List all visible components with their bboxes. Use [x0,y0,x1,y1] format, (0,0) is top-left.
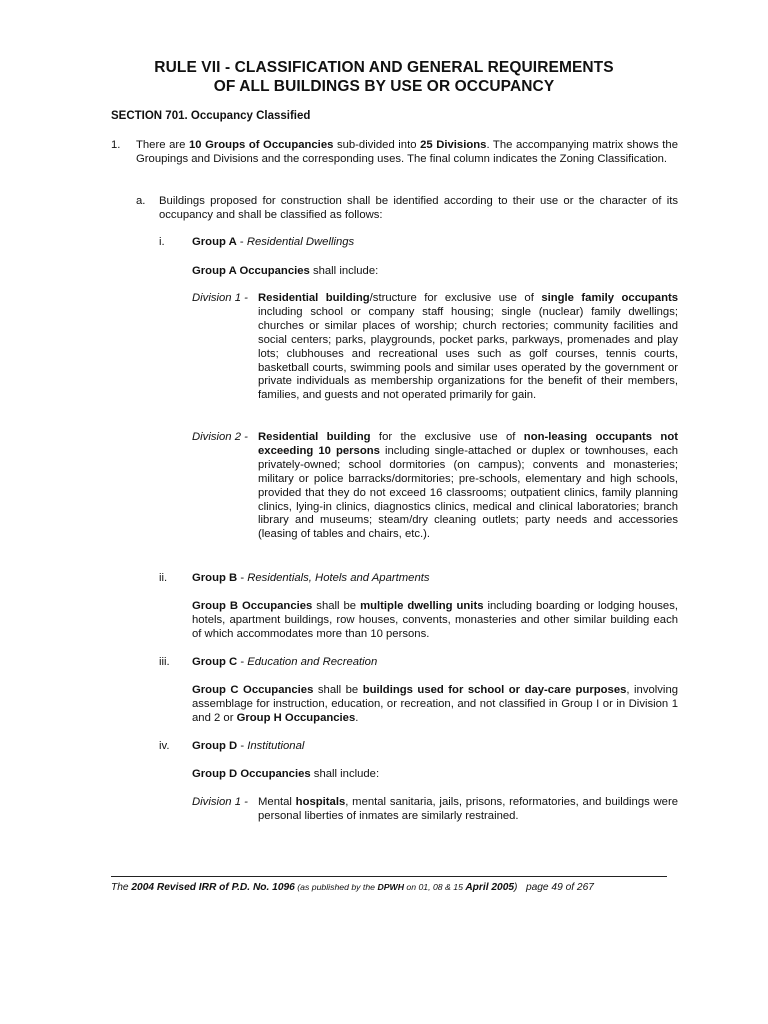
division-label: Division 1 - [192,796,248,808]
roman-numeral: i. [159,236,165,248]
group-d-intro: Group D Occupancies shall include: [192,768,380,780]
group-d-division-1 [192,796,678,824]
roman-numeral: ii. [159,572,168,584]
group-a-heading: Group A - Residential Dwellings [192,236,355,248]
roman-numeral: iv. [159,740,170,752]
page-number: page 49 of 267 [525,882,594,893]
paragraph-classification: Buildings proposed for construction shall be identified according to their use or the character of its occupancy and shall be classified as follows: [159,195,678,221]
division-text: Mental hospitals, mental sanitaria, jails, prisons, reformatories, and buildings were personal liberties of inmates are similarly restrained. [258,796,678,822]
group-c-paragraph: Group C Occupancies shall be buildings used for school or day-care purposes, involving assemblage for instruction, education, or recreation, and not classified in Group I or in Division 1 and 2 or Group H Occupancies. [192,684,679,724]
group-a-division-2 [192,431,678,542]
item-letter: a. [136,195,146,207]
group-b-heading: Group B - Residentials, Hotels and Apartments [192,572,430,584]
rule-title-line-2: OF ALL BUILDINGS BY USE OR OCCUPANCY [213,78,555,95]
group-a-division-1 [192,292,678,403]
division-text: Residential building for the exclusive use of non-leasing occupants not exceeding 10 persons including single-attached or duplex or townhouses, each privately-owned; school dormitories (on campus); convents and monasteries; military or police barracks/dormitories; pre-schools, elementary and high schools, provided that they do not exceed 16 classrooms; outpatient clinics, family planning clinics, lying-in clinics, diagnostics clinics, medical and clinical laboratories; branch library and museums; steam/dry cleaning outlets; party needs and accessories (leasing of tables and chairs, etc.). [258,431,678,541]
group-d-heading: Group D - Institutional [192,740,305,752]
page-footer: The 2004 Revised IRR of P.D. No. 1096 (as published by the DPWH on 01, 08 & 15 April 2005) page 49 of 267 [111,882,594,893]
footer-rule [111,876,667,877]
section-heading: SECTION 701. Occupancy Classified [111,110,311,122]
item-number: 1. [111,139,121,151]
roman-numeral: iii. [159,656,170,668]
division-label: Division 1 - [192,292,248,304]
group-c-heading: Group C - Education and Recreation [192,656,378,668]
group-b-paragraph: Group B Occupancies shall be multiple dwelling units including boarding or lodging houses, hotels, apartment buildings, row houses, convents, monasteries and other similar building each of which accommodates more than 10 persons. [192,600,678,640]
rule-title-line-1: RULE VII - CLASSIFICATION AND GENERAL REQUIREMENTS [154,59,614,76]
paragraph-occupancy-groups: There are 10 Groups of Occupancies sub-divided into 25 Divisions. The accompanying matrix shows the Groupings and Divisions and the corresponding uses. The final column indicates the Zoning Classification. [136,139,678,165]
group-a-intro: Group A Occupancies shall include: [192,265,379,277]
division-text: Residential building/structure for exclusive use of single family occupants including school or company staff housing; single (nuclear) family dwellings; churches or similar places of worship; church rectories; community facilities and social centers; parks, playgrounds, pocket parks, parkways, promenades and play lots; clubhouses and recreational uses such as golf courses, tennis courts, basketball courts, swimming pools and similar uses operated by the government or private individuals as membership organizations for the benefit of their members, families, and guests and not operated primarily for gain. [258,292,679,402]
division-label: Division 2 - [192,431,248,443]
